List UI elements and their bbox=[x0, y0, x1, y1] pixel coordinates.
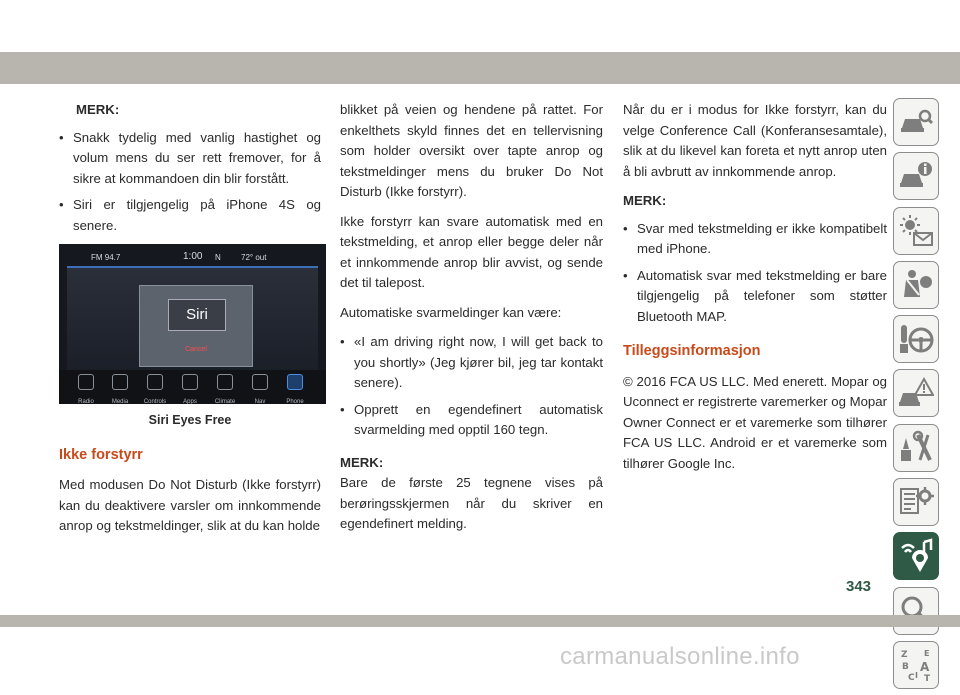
tools-icon bbox=[898, 430, 934, 466]
car-info-icon bbox=[898, 158, 934, 194]
page-number: 343 bbox=[846, 578, 872, 595]
index-letter: B bbox=[902, 661, 909, 672]
figure-screen bbox=[67, 266, 318, 370]
figure-menu-item: Apps bbox=[177, 374, 203, 404]
tab-steering-wheel[interactable] bbox=[893, 315, 939, 363]
tab-car-search[interactable] bbox=[893, 98, 939, 146]
index-letter: C bbox=[908, 672, 915, 683]
section-heading: Tilleggsinformasjon bbox=[623, 343, 761, 359]
list-item: • «I am driving right now, I will get back to you shortly» (Jeg kjører bil, jeg tar kontakt senere). bbox=[340, 332, 603, 394]
index-letter: T bbox=[924, 673, 931, 683]
figure-caption: Siri Eyes Free bbox=[148, 413, 232, 427]
index-letter: E bbox=[924, 648, 930, 658]
figure-siri-dialog bbox=[139, 285, 253, 367]
phone-icon bbox=[287, 374, 303, 390]
siri-screen-figure bbox=[59, 244, 326, 404]
note-label: MERK: bbox=[623, 193, 667, 208]
top-decorative-band bbox=[0, 52, 960, 84]
tab-multimedia[interactable] bbox=[893, 532, 939, 580]
paragraph: Med modusen Do Not Disturb (Ikke forstyrr) kan du deaktivere varsler om innkommende anrop og tekstmeldinger, slik at du kan holde bbox=[59, 477, 321, 533]
apps-icon bbox=[182, 374, 198, 390]
tab-tools[interactable] bbox=[893, 424, 939, 472]
tab-car-info[interactable] bbox=[893, 152, 939, 200]
paragraph: Når du er i modus for Ikke forstyrr, kan du velge Conference Call (Konferansesamtale), slik at du likevel kan foreta et nytt anrop uten å bli avbrutt av innkommende anrop. bbox=[623, 102, 887, 179]
figure-menu-item: Media bbox=[107, 374, 133, 404]
chapter-tabs bbox=[893, 98, 941, 695]
figure-siri-button: Siri bbox=[168, 299, 226, 331]
specs-gear-icon bbox=[898, 484, 934, 520]
list-item: • Svar med tekstmelding er ikke kompatibelt med iPhone. bbox=[623, 219, 887, 260]
note-text: Bare de første 25 tegnene vises på berøringsskjermen når du skriver en egendefinert melding. bbox=[340, 475, 603, 531]
nav-icon bbox=[252, 374, 268, 390]
seatbelt-airbag-icon bbox=[898, 267, 934, 303]
figure-menu-item: Controls bbox=[142, 374, 168, 404]
tab-specs[interactable] bbox=[893, 478, 939, 526]
note-label: MERK: bbox=[76, 102, 120, 117]
figure-status-bar bbox=[59, 248, 326, 262]
list-item: • Automatisk svar med tekstmelding er bare tilgjengelig på telefoner som støtter Bluetooth MAP. bbox=[623, 266, 887, 328]
tab-search[interactable] bbox=[893, 587, 939, 635]
auto-reply-list bbox=[340, 332, 603, 441]
list-item: • Siri er tilgjengelig på iPhone 4S og senere. bbox=[59, 195, 321, 236]
index-letter: Z bbox=[901, 649, 908, 660]
bottom-decorative-band bbox=[0, 615, 960, 627]
paragraph: © 2016 FCA US LLC. Med enerett. Mopar og Uconnect er registrerte varemerker og Mopar Owner Connect er et varemerke som tilhører FCA US LLC. Android er et varemerke som tilhører Google Inc. bbox=[623, 373, 887, 471]
radio-icon bbox=[78, 374, 94, 390]
tab-index[interactable] bbox=[893, 641, 939, 689]
paragraph: Ikke forstyrr kan svare automatisk med en tekstmelding, et anrop eller begge deler når et innkommende anrop blir avvist, og sende det til talepost. bbox=[340, 213, 603, 290]
tab-warning-lights[interactable] bbox=[893, 207, 939, 255]
paragraph: Automatiske svarmeldinger kan være: bbox=[340, 304, 562, 320]
column-1 bbox=[59, 100, 321, 546]
list-item: • Snakk tydelig med vanlig hastighet og volum mens du ser rett fremover, for å sikre at kommandoen din blir forstått. bbox=[59, 128, 321, 190]
note-label: MERK: bbox=[340, 454, 384, 470]
watermark: carmanualsonline.info bbox=[560, 643, 800, 670]
car-hazard-icon bbox=[898, 375, 934, 411]
note-bullet-list bbox=[59, 128, 321, 237]
figure-menu-item: Climate bbox=[212, 374, 238, 404]
tab-seatbelt-airbag[interactable] bbox=[893, 261, 939, 309]
figure-temperature: 72° out bbox=[241, 253, 267, 262]
index-letter: A bbox=[920, 659, 930, 674]
steering-wheel-icon bbox=[898, 321, 934, 357]
figure-menu-item: Radio bbox=[73, 374, 99, 404]
paragraph: blikket på veien og hendene på rattet. For enkelthets skyld finnes det en tellervisning som holder oversikt over tapte anrop og tekstmeldinger mens du bruker Do Not Disturb (Ikke forstyrr). bbox=[340, 102, 603, 199]
figure-compass: N bbox=[215, 253, 221, 262]
list-item: • Opprett en egendefinert automatisk svarmelding med opptil 160 tegn. bbox=[340, 400, 603, 441]
multimedia-icon bbox=[898, 538, 934, 574]
section-heading: Ikke forstyrr bbox=[59, 446, 143, 463]
figure-menu-item: Nav bbox=[247, 374, 273, 404]
column-3 bbox=[623, 100, 887, 483]
figure-menu-item-active: Phone bbox=[282, 374, 308, 404]
figure-clock: 1:00 bbox=[183, 251, 203, 262]
controls-icon bbox=[147, 374, 163, 390]
media-icon bbox=[112, 374, 128, 390]
car-search-icon bbox=[898, 104, 934, 140]
figure-menu-bar bbox=[59, 370, 326, 404]
tab-car-hazard[interactable] bbox=[893, 369, 939, 417]
warning-lights-icon bbox=[898, 213, 934, 249]
column-2 bbox=[340, 100, 603, 544]
figure-radio-station: FM 94.7 bbox=[91, 253, 121, 262]
figure-cancel-button: Cancel bbox=[185, 346, 207, 353]
index-letter: I bbox=[915, 670, 918, 680]
note-bullet-list bbox=[623, 219, 887, 328]
climate-icon bbox=[217, 374, 233, 390]
